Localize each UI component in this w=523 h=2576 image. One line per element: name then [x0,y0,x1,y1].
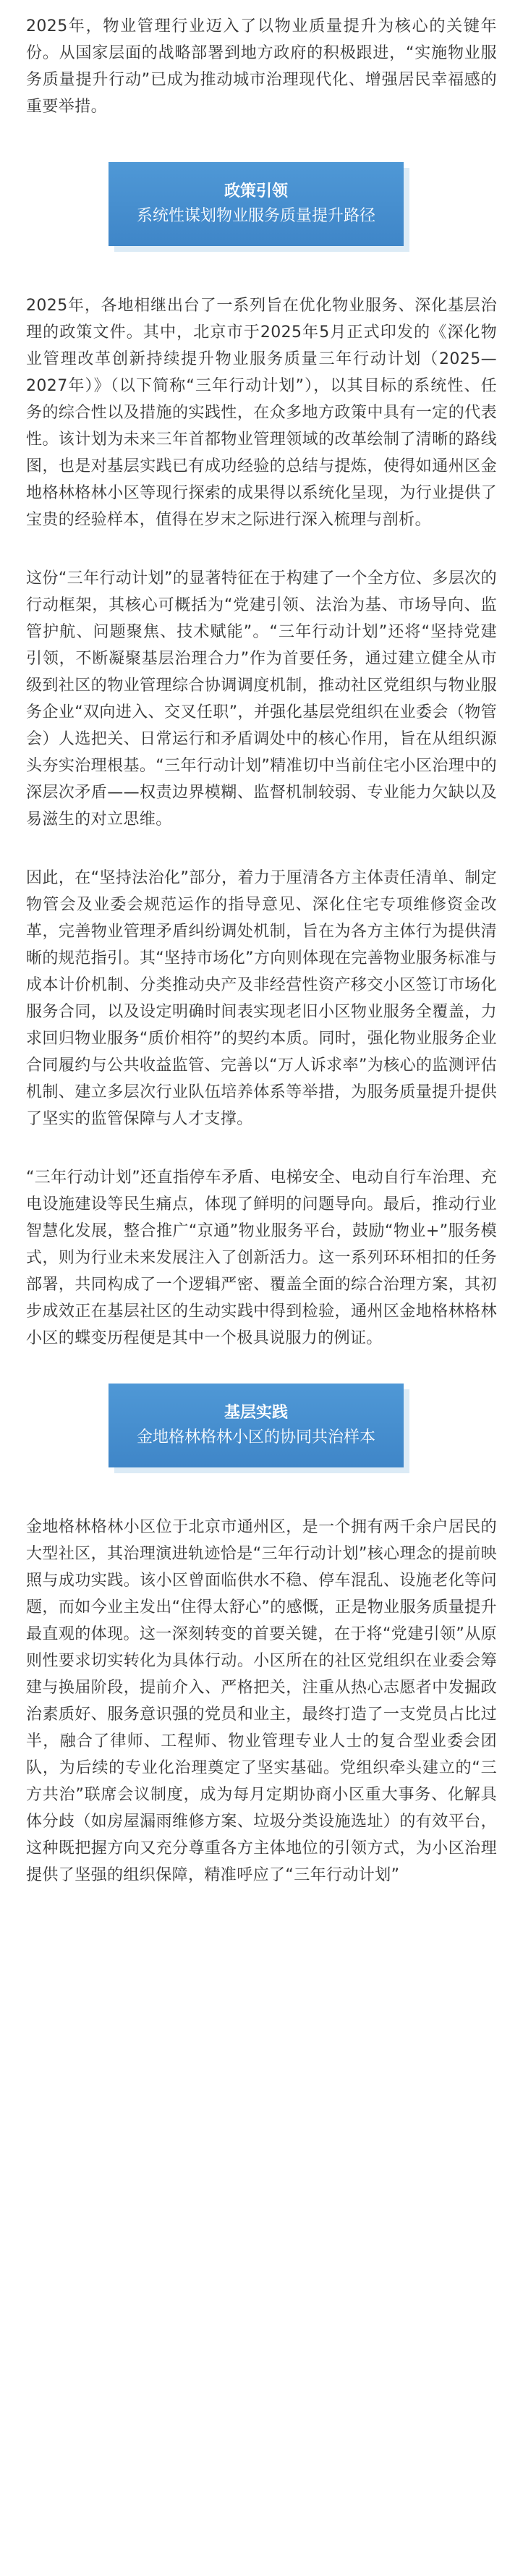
body-paragraph: 金地格林格林小区位于北京市通州区，是一个拥有两千余户居民的大型社区，其治理演进轨迹恰是“三年行动计划”核心理念的提前映照与成功实践。该小区曾面临供水不稳、停车混乱、设施老化等问题，而如今业主发出“住得太舒心”的感慨，正是物业服务质量提升最直观的体现。这一深刻转变的首要关键，在于将“党建引领”从原则性要求切实转化为具体行动。小区所在的社区党组织在业委会筹建与换届阶段，提前介入、严格把关，注重从热心志愿者中发掘政治素质好、服务意识强的党员和业主，最终打造了一支党员占比过半，融合了律师、工程师、物业管理专业人士的复合型业委会团队，为后续的专业化治理奠定了坚实基础。党组织牵头建立的“三方共治”联席会议制度，成为每月定期协商小区重大事务、化解具体分歧（如房屋漏雨维修方案、垃圾分类设施选址）的有效平台，这种既把握方向又充分尊重各方主体地位的引领方式，为小区治理提供了坚强的组织保障，精准呼应了“三年行动计划” [26,1518,497,1884]
body-paragraph: 2025年，各地相继出台了一系列旨在优化物业服务、深化基层治理的政策文件。其中，北京市于2025年5月正式印发的《深化物业管理改革创新持续提升物业服务质量三年行动计划（2025—2027年）》（以下简称“三年行动计划”），以其目标的系统性、任务的综合性以及措施的实践性，在众多地方政策中具有一定的代表性。该计划为未来三年首都物业管理领域的改革绘制了清晰的路线图，也是对基层实践已有成功经验的总结与提炼，使得如通州区金地格林格林小区等现行探索的成果得以系统化呈现，为行业提供了宝贵的经验样本，值得在岁末之际进行深入梳理与剖析。 [26,297,497,529]
body-paragraph: “三年行动计划”还直指停车矛盾、电梯安全、电动自行车治理、充电设施建设等民生痛点，体现了鲜明的问题导向。最后，推动行业智慧化发展，整合推广“京通”物业服务平台，鼓励“物业+”服务模式，则为行业未来发展注入了创新活力。这一系列环环相扣的任务部署，共同构成了一个逻辑严密、覆盖全面的综合治理方案，其初步成效正在基层社区的生动实践中得到检验，通州区金地格林格林小区的蝶变历程便是其中一个极具说服力的例证。 [26,1169,497,1347]
section-title: 基层实践 [224,1404,288,1422]
banner-box [109,162,404,246]
section-title: 政策引领 [224,182,288,200]
intro-paragraph: 2025年，物业管理行业迈入了以物业质量提升为核心的关键年份。从国家层面的战略部署到地方政府的积极跟进，“实施物业服务质量提升行动”已成为推动城市治理现代化、增强居民幸福感的重要举措。 [26,17,497,116]
body-paragraph: 这份“三年行动计划”的显著特征在于构建了一个全方位、多层次的行动框架，其核心可概括为“党建引领、法治为基、市场导向、监管护航、问题聚焦、技术赋能”。“三年行动计划”还将“坚持党建引领，不断凝聚基层治理合力”作为首要任务，通过建立健全从市级到社区的物业管理综合协调调度机制，推动社区党组织与物业服务企业“双向进入、交叉任职”，并强化基层党组织在业委会（物管会）人选把关、日常运行和矛盾调处中的核心作用，旨在从组织源头夯实治理根基。“三年行动计划”精准切中当前住宅小区治理中的深层次矛盾——权责边界模糊、监督机制较弱、专业能力欠缺以及易滋生的对立思维。 [26,569,497,829]
section-subtitle: 系统性谋划物业服务质量提升路径 [136,207,375,225]
banner-box [109,1384,404,1467]
section-subtitle: 金地格林格林小区的协同共治样本 [136,1428,375,1446]
section-banner-practice [109,1384,414,1479]
body-paragraph: 因此，在“坚持法治化”部分，着力于厘清各方主体责任清单、制定物管会及业委会规范运作的指导意见、深化住宅专项维修资金改革，完善物业管理矛盾纠纷调处机制，旨在为各方主体行为提供清晰的规范指引。其“坚持市场化”方向则体现在完善物业服务标准与成本计价机制、分类推动央产及非经营性资产移交小区签订市场化服务合同，以及设定明确时间表实现老旧小区物业服务全覆盖，力求回归物业服务“质价相符”的契约本质。同时，强化物业服务企业合同履约与公共收益监管、完善以“万人诉求率”为核心的监测评估机制、建立多层次行业队伍培养体系等举措，为服务质量提升提供了坚实的监管保障与人才支撑。 [26,869,497,1128]
section-banner-policy [109,162,414,258]
